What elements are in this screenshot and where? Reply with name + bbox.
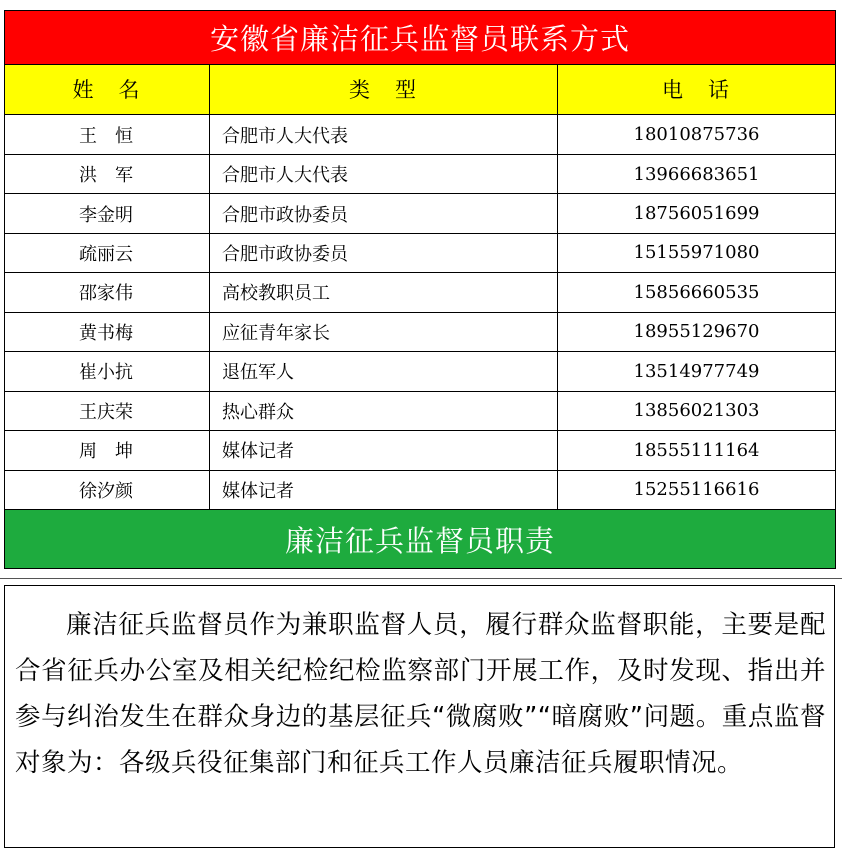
cell-phone: 18010875736 — [558, 115, 836, 154]
cell-phone: 15856660535 — [558, 273, 836, 312]
header-phone: 电 话 — [558, 64, 836, 115]
cell-phone: 18756051699 — [558, 194, 836, 233]
cell-phone: 13856021303 — [558, 391, 836, 430]
title-row — [5, 11, 836, 65]
cell-name: 黄书梅 — [5, 312, 210, 351]
cell-name: 洪 军 — [5, 154, 210, 193]
table-row — [5, 431, 836, 470]
header-row — [5, 64, 836, 115]
cell-type: 应征青年家长 — [210, 312, 558, 351]
cell-type: 合肥市人大代表 — [210, 154, 558, 193]
table-row — [5, 312, 836, 351]
cell-name: 疏丽云 — [5, 233, 210, 272]
duties-text: 廉洁征兵监督员作为兼职监督人员，履行群众监督职能，主要是配合省征兵办公室及相关纪检纪检监察部门开展工作，及时发现、指出并参与纠治发生在群众身边的基层征兵“微腐败”“暗腐败”问题。重点监督对象为：各级兵役征集部门和征兵工作人员廉洁征兵履职情况。 — [15, 610, 826, 778]
cell-phone: 15255116616 — [558, 470, 836, 509]
cell-type: 合肥市政协委员 — [210, 233, 558, 272]
cell-name: 王庆荣 — [5, 391, 210, 430]
cell-type: 合肥市政协委员 — [210, 194, 558, 233]
cell-type: 热心群众 — [210, 391, 558, 430]
cell-type: 媒体记者 — [210, 431, 558, 470]
cell-name: 邵家伟 — [5, 273, 210, 312]
cell-type: 合肥市人大代表 — [210, 115, 558, 154]
cell-phone: 18955129670 — [558, 312, 836, 351]
header-type: 类 型 — [210, 64, 558, 115]
cell-name: 崔小抗 — [5, 352, 210, 391]
duties-title: 廉洁征兵监督员职责 — [5, 510, 836, 569]
header-name: 姓 名 — [5, 64, 210, 115]
cell-type: 退伍军人 — [210, 352, 558, 391]
contact-table — [4, 10, 836, 569]
table-row — [5, 154, 836, 193]
table-row — [5, 194, 836, 233]
cell-name: 王 恒 — [5, 115, 210, 154]
table-row — [5, 115, 836, 154]
table-row — [5, 391, 836, 430]
cell-type: 媒体记者 — [210, 470, 558, 509]
duties-box — [4, 585, 835, 848]
cell-name: 李金明 — [5, 194, 210, 233]
cell-name: 周 坤 — [5, 431, 210, 470]
table-row — [5, 470, 836, 509]
section-divider — [0, 578, 842, 579]
table-row — [5, 233, 836, 272]
cell-phone: 13514977749 — [558, 352, 836, 391]
table-row — [5, 273, 836, 312]
cell-phone: 13966683651 — [558, 154, 836, 193]
cell-type: 高校教职员工 — [210, 273, 558, 312]
table-row — [5, 352, 836, 391]
table-title: 安徽省廉洁征兵监督员联系方式 — [5, 11, 836, 65]
cell-phone: 18555111164 — [558, 431, 836, 470]
duties-title-row — [5, 510, 836, 569]
cell-name: 徐汐颜 — [5, 470, 210, 509]
cell-phone: 15155971080 — [558, 233, 836, 272]
